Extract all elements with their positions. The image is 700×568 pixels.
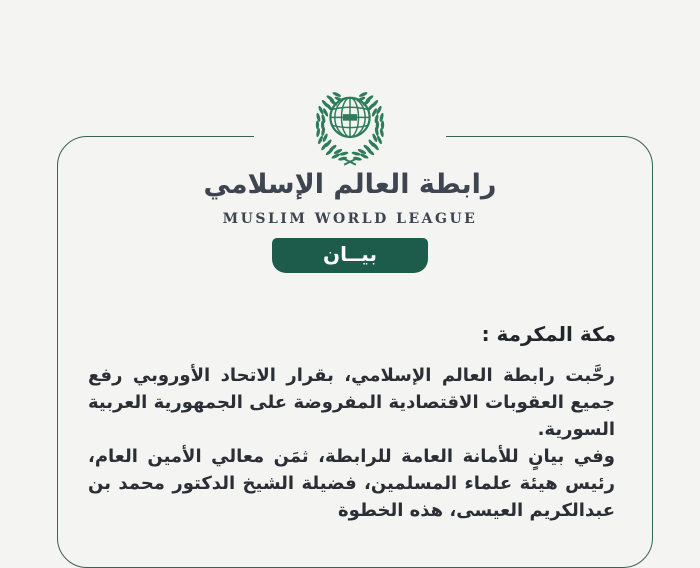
logo-arabic-calligraphy: رابطة العالم الإسلامي xyxy=(203,169,497,200)
logo-english-name: MUSLIM WORLD LEAGUE xyxy=(222,211,478,227)
banner-label: بيــان xyxy=(323,241,377,266)
wreath-globe-icon xyxy=(313,90,387,167)
statement-paragraph-1: رحَّبت رابطة العالم الإسلامي، بقرار الاتحاد الأوروبي رفع جميع العقوبات الاقتصادية المفروضة على الجمهورية العربية السورية. xyxy=(88,365,615,440)
statement-paragraph-2: وفي بيانٍ للأمانة العامة للرابطة، ثمَن معالي الأمين العام، رئيس هيئة علماء المسلمين، فضيلة الشيخ الدكتور محمد بن عبدالكريم العيسى، هذه الخطوة xyxy=(88,446,615,521)
location-heading: مكة المكرمة : xyxy=(481,322,616,346)
statement-banner xyxy=(272,238,428,273)
